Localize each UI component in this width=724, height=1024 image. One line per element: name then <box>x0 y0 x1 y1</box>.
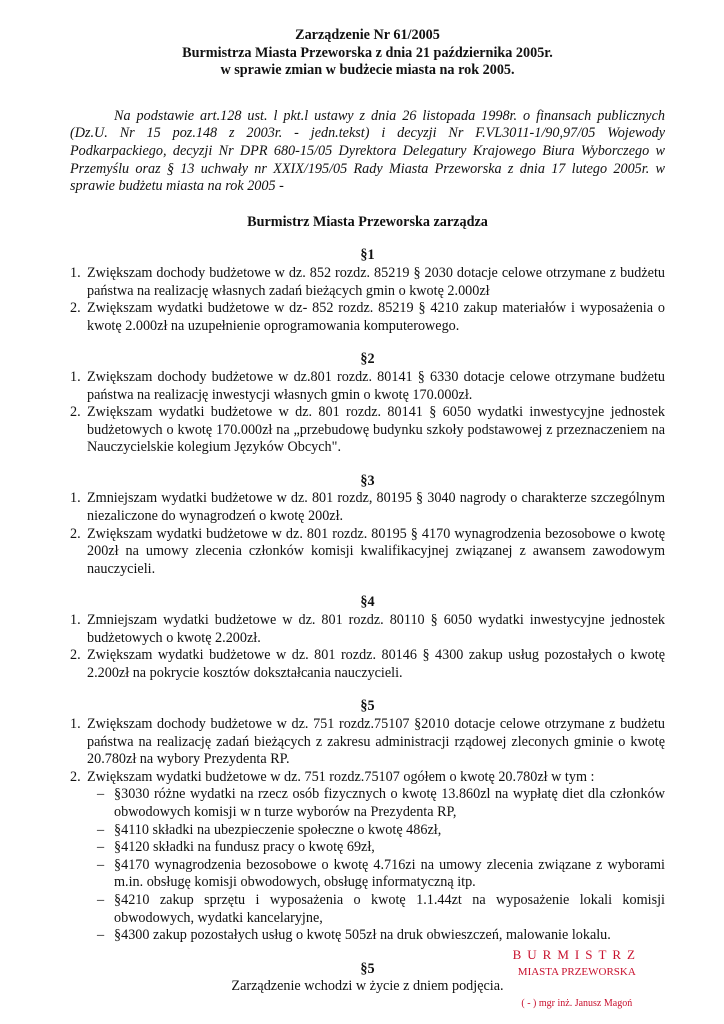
item-text: Zwiększam dochody budżetowe w dz. 852 rozdz. 85219 § 2030 dotacje celowe otrzymane z budżetu państwa na realizację własnych zadań bieżących gmin o kwotę 2.000zł <box>87 264 665 299</box>
item-number: 2. <box>70 647 81 664</box>
item-number: 2. <box>70 768 81 785</box>
section-1 <box>70 247 665 335</box>
decree-statement: Burmistrz Miasta Przeworska zarządza <box>247 213 488 230</box>
list-item <box>70 265 665 300</box>
item-text: Zwiększam wydatki budżetowe w dz- 852 rozdz. 85219 § 4210 zakup materiałów i wyposażenia o kwotę 2.000zł na uzupełnienie oprogramowania komputerowego. <box>87 300 665 334</box>
sub-item <box>70 857 665 892</box>
list-item <box>70 490 665 525</box>
sub-item <box>70 822 665 840</box>
list-item <box>70 369 665 404</box>
section-title: §1 <box>360 247 375 264</box>
sub-item-text: §4170 wynagrodzenia bezosobowe o kwotę 4.716zi na umowy zlecenia związane z wyborami m.in. obsługę komisji obwodowych, obsługę informatyczną itp. <box>114 856 665 891</box>
list-item <box>70 526 665 579</box>
sub-item-text: §4300 zakup pozostałych usług o kwotę 505zł na druk obwieszczeń, malowanie lokalu. <box>114 927 611 944</box>
sub-item <box>70 786 665 821</box>
dash-bullet: – <box>97 839 105 856</box>
dash-bullet: – <box>97 891 105 908</box>
section-title: §3 <box>360 472 375 489</box>
section-5 <box>70 698 665 944</box>
item-text: Zwiększam wydatki budżetowe w dz. 801 rozdz. 80195 § 4170 wynagrodzenia bezosobowe o kwotę 200zł na umowy zlecenia członków komisji kwalifikacyjnej związanej z awansem zawodowym nauczycieli. <box>87 525 665 577</box>
header-line-3: w sprawie zmian w budżecie miasta na rok 2005. <box>220 62 515 79</box>
section-title: §5 <box>360 698 375 715</box>
section-items <box>70 265 665 335</box>
item-text: Zwiększam dochody budżetowe w dz.801 rozdz. 80141 § 6330 dotacje celowe otrzymane budżetu państwa na realizację inwestycji własnych gmin o kwotę 170.000zł. <box>87 368 665 403</box>
signature-block <box>513 946 641 1013</box>
sub-item <box>70 839 665 857</box>
item-number: 2. <box>70 525 81 542</box>
dash-bullet: – <box>97 856 105 873</box>
section-title: §2 <box>360 351 375 368</box>
sub-item <box>70 892 665 927</box>
list-item <box>70 612 665 647</box>
list-item <box>70 404 665 457</box>
dash-bullet: – <box>97 821 105 838</box>
sub-items <box>70 786 665 944</box>
item-number: 1. <box>70 716 81 732</box>
dash-bullet: – <box>97 927 105 944</box>
section-title: §4 <box>360 594 375 611</box>
section-3 <box>70 473 665 579</box>
sub-item-text: §4210 zakup sprzętu i wyposażenia o kwotę 1.1.44zt na wyposażenie lokali komisji obwodowych, wydatki kancelaryjne, <box>114 891 665 926</box>
item-number: 2. <box>70 300 81 317</box>
section-items <box>70 612 665 682</box>
item-number: 2. <box>70 404 81 421</box>
item-text: Zwiększam dochody budżetowe w dz. 751 rozdz.75107 §2010 dotacje celowe otrzymane z budżetu państwa na realizację zadań bieżących z zakresu administracji rządowej zleconych gminie o kwotę 20.780zł na wybory Prezydenta RP. <box>87 716 665 768</box>
section-items <box>70 490 665 578</box>
signature-name: ( - ) mgr inż. Janusz Magoń <box>521 998 633 1010</box>
header-line-2: Burmistrza Miasta Przeworska z dnia 21 października 2005r. <box>182 44 553 61</box>
signature-subtitle: MIASTA PRZEWORSKA <box>517 965 636 978</box>
item-text: Zwiększam wydatki budżetowe w dz. 801 rozdz. 80141 § 6050 wydatki inwestycyjne jednostek budżetowych o kwotę 170.000zł na „przebudowę budynku szkoły podstawowej z przeznaczeniem na Nauczycielskie kolegium Języków Obcych". <box>87 404 665 456</box>
sub-item-text: §4110 składki na ubezpieczenie społeczne o kwotę 486zł, <box>114 821 442 838</box>
section-items <box>70 369 665 457</box>
section-2 <box>70 351 665 457</box>
list-item <box>70 647 665 682</box>
signature-title: BURMISTRZ <box>512 947 641 962</box>
preamble: Na podstawie art.128 ust. l pkt.l ustawy z dnia 26 listopada 1998r. o finansach publicznych (Dz.U. Nr 15 poz.148 z 2003r. - jedn.tekst) i decyzji Nr F.VL3011-1/90,97/05 Wojewody Podkarpackiego, decyzji Nr DPR 680-15/05 Dyrektora Delegatury Krajowego Biura Wyborczego w Przemyślu oraz § 13 uchwały nr XXIX/195/05 Rady Miasta Przeworska z dnia 17 lutego 2005r. w sprawie budżetu miasta na rok 2005 - <box>70 107 665 195</box>
item-text: Zwiększam wydatki budżetowe w dz. 801 rozdz. 80146 § 4300 zakup usług pozostałych o kwotę 2.200zł na pokrycie kosztów dokształcania nauczycieli. <box>87 647 665 681</box>
sub-item-text: §3030 różne wydatki na rzecz osób fizycznych o kwotę 13.860zl na wypłatę diet dla członków obwodowych komisji w n turze wyborów na Prezydenta RP, <box>114 786 665 820</box>
item-text: Zwiększam wydatki budżetowe w dz. 751 rozdz.75107 ogółem o kwotę 20.780zł w tym : <box>87 768 595 785</box>
list-item <box>70 300 665 335</box>
final-text: Zarządzenie wchodzi w życie z dniem podjęcia. <box>231 978 504 995</box>
item-number: 1. <box>70 612 81 629</box>
item-text: Zmniejszam wydatki budżetowe w dz. 801 rozdz. 80110 § 6050 wydatki inwestycyjne jednostek budżetowych o kwotę 2.200zł. <box>87 612 665 646</box>
section-items <box>70 716 665 945</box>
list-item <box>70 716 665 769</box>
sub-item <box>70 927 665 945</box>
item-number: 1. <box>70 368 81 385</box>
document-header <box>70 27 665 80</box>
list-item <box>70 769 665 945</box>
sub-item-text: §4120 składki na fundusz pracy o kwotę 69zł, <box>114 839 375 856</box>
header-line-1: Zarządzenie Nr 61/2005 <box>295 27 440 43</box>
section-title: §5 <box>360 960 375 977</box>
section-4 <box>70 594 665 682</box>
item-number: 1. <box>70 264 81 281</box>
dash-bullet: – <box>97 786 105 803</box>
item-number: 1. <box>70 490 81 507</box>
item-text: Zmniejszam wydatki budżetowe w dz. 801 rozdz, 80195 § 3040 nagrody o charakterze szczególnym niezaliczone do wynagrodzeń o kwotę 200zł. <box>87 490 665 525</box>
